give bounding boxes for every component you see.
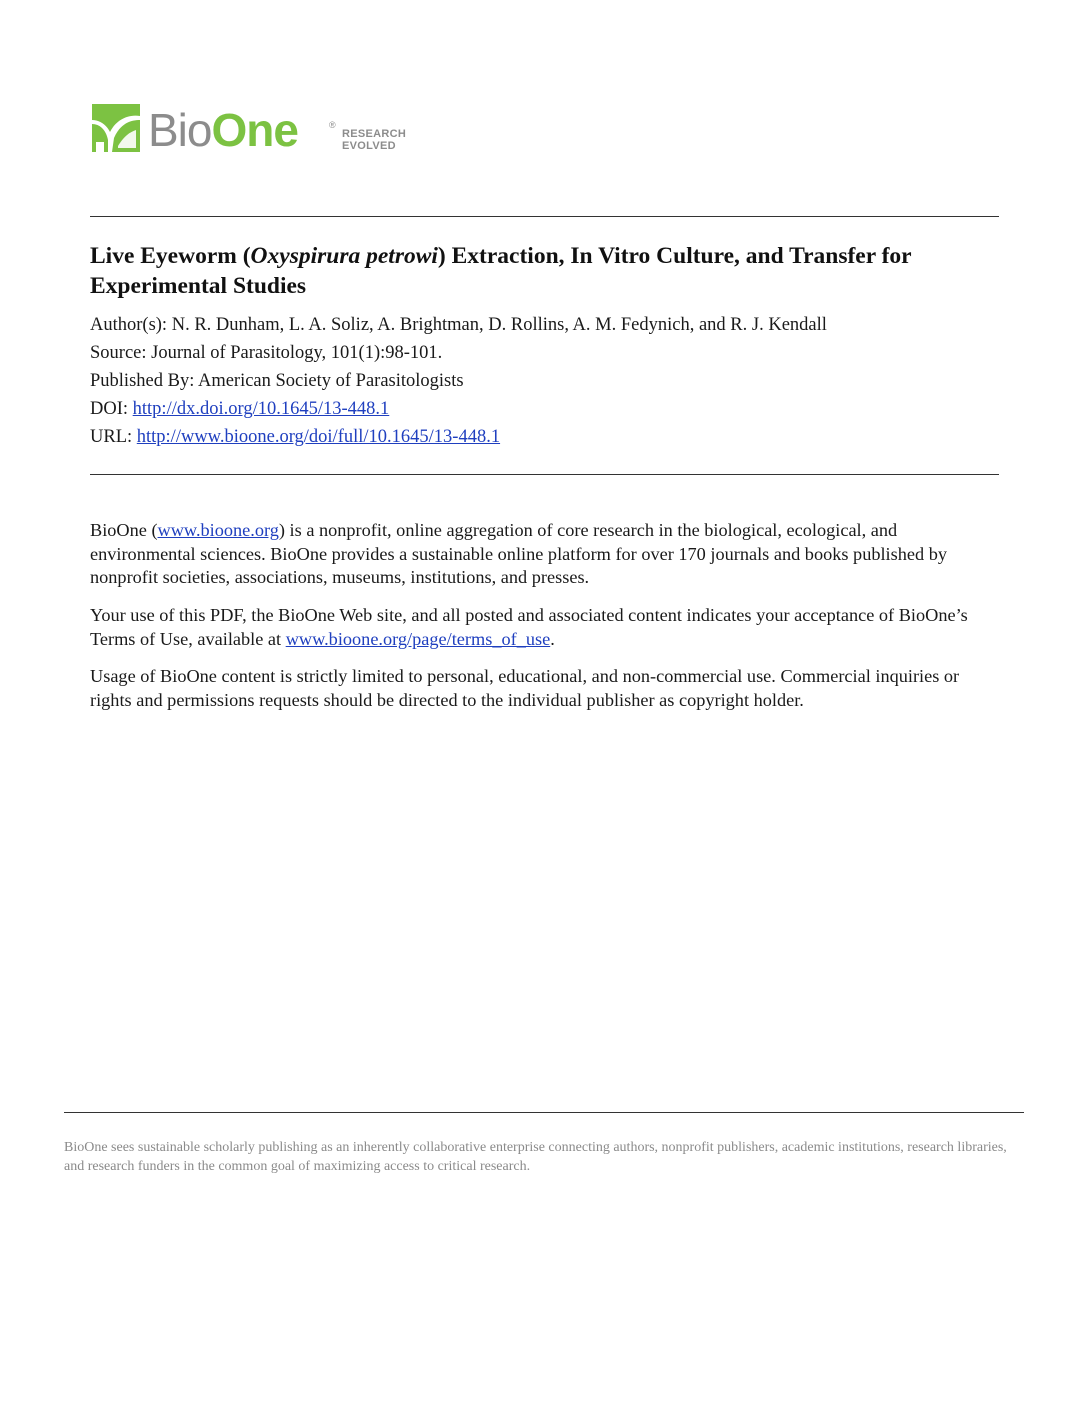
url-label: URL: bbox=[90, 427, 137, 447]
url-line bbox=[90, 425, 1000, 449]
bioone-wordmark bbox=[148, 106, 298, 154]
bioone-description bbox=[90, 519, 1002, 590]
source-line bbox=[90, 341, 1000, 365]
title-part: ) Extraction, In Vitro Culture, and Transfer for Experimental Studies bbox=[90, 243, 912, 299]
registered-mark: ® bbox=[329, 120, 336, 130]
authors-value: N. R. Dunham, L. A. Soliz, A. Brightman, D. Rollins, A. M. Fedynich, and R. J. Kendall bbox=[171, 315, 827, 335]
footer-statement: BioOne sees sustainable scholarly publishing as an inherently collaborative enterprise connecting authors, nonprofit publishers, academic institutions, research libraries, and research funders in the common goal of maximizing access to critical research. bbox=[64, 1140, 1007, 1174]
terms-of-use-link[interactable]: www.bioone.org/page/terms_of_use bbox=[285, 628, 551, 649]
wordmark-bio: Bio bbox=[148, 104, 212, 156]
source-value: Journal of Parasitology, 101(1):98-101. bbox=[151, 343, 443, 363]
para-text: Your use of this PDF, the BioOne Web site, and all posted and associated content indicates your acceptance of BioOne’s Terms of Use, available at bbox=[90, 605, 968, 649]
logo-tagline bbox=[342, 128, 406, 152]
tagline-evolved: EVOLVED bbox=[342, 140, 396, 152]
footer-divider bbox=[64, 1112, 1024, 1113]
publisher-line bbox=[90, 369, 1000, 393]
para-text: ) is a nonprofit, online aggregation of core research in the biological, ecological, and environmental sciences. BioOne provides a sustainable online platform for over 170 journals and books published by nonprofit societies, associations, museums, institutions, and presses. bbox=[90, 520, 947, 587]
authors-line bbox=[90, 313, 1000, 337]
wordmark-one: One bbox=[211, 104, 298, 156]
top-divider bbox=[90, 216, 999, 217]
usage-notice: Usage of BioOne content is strictly limited to personal, educational, and non-commercial use. Commercial inquiries or rights and permissions requests should be directed to the individual publisher as copyright holder. bbox=[90, 666, 960, 710]
meta-divider bbox=[90, 474, 999, 475]
bioone-leaf-icon bbox=[90, 102, 142, 154]
title-part: Live Eyeworm ( bbox=[90, 243, 251, 269]
title-species: Oxyspirura petrowi bbox=[250, 243, 438, 269]
bioone-site-link[interactable]: www.bioone.org bbox=[157, 520, 279, 540]
doi-label: DOI: bbox=[90, 399, 133, 419]
terms-of-use-notice bbox=[90, 604, 1002, 651]
tagline-research: RESEARCH bbox=[342, 128, 407, 140]
doi-line bbox=[90, 397, 1000, 421]
publisher-label: Published By: bbox=[90, 371, 198, 391]
authors-label: Author(s): bbox=[90, 315, 172, 335]
publisher-value: American Society of Parasitologists bbox=[197, 371, 464, 391]
url-link[interactable]: http://www.bioone.org/doi/full/10.1645/13-448.1 bbox=[136, 427, 501, 447]
source-label: Source: bbox=[90, 343, 152, 363]
article-title bbox=[90, 241, 1000, 301]
para-text: BioOne ( bbox=[90, 520, 158, 540]
doi-link[interactable]: http://dx.doi.org/10.1645/13-448.1 bbox=[132, 399, 390, 419]
para-text: . bbox=[550, 628, 555, 649]
